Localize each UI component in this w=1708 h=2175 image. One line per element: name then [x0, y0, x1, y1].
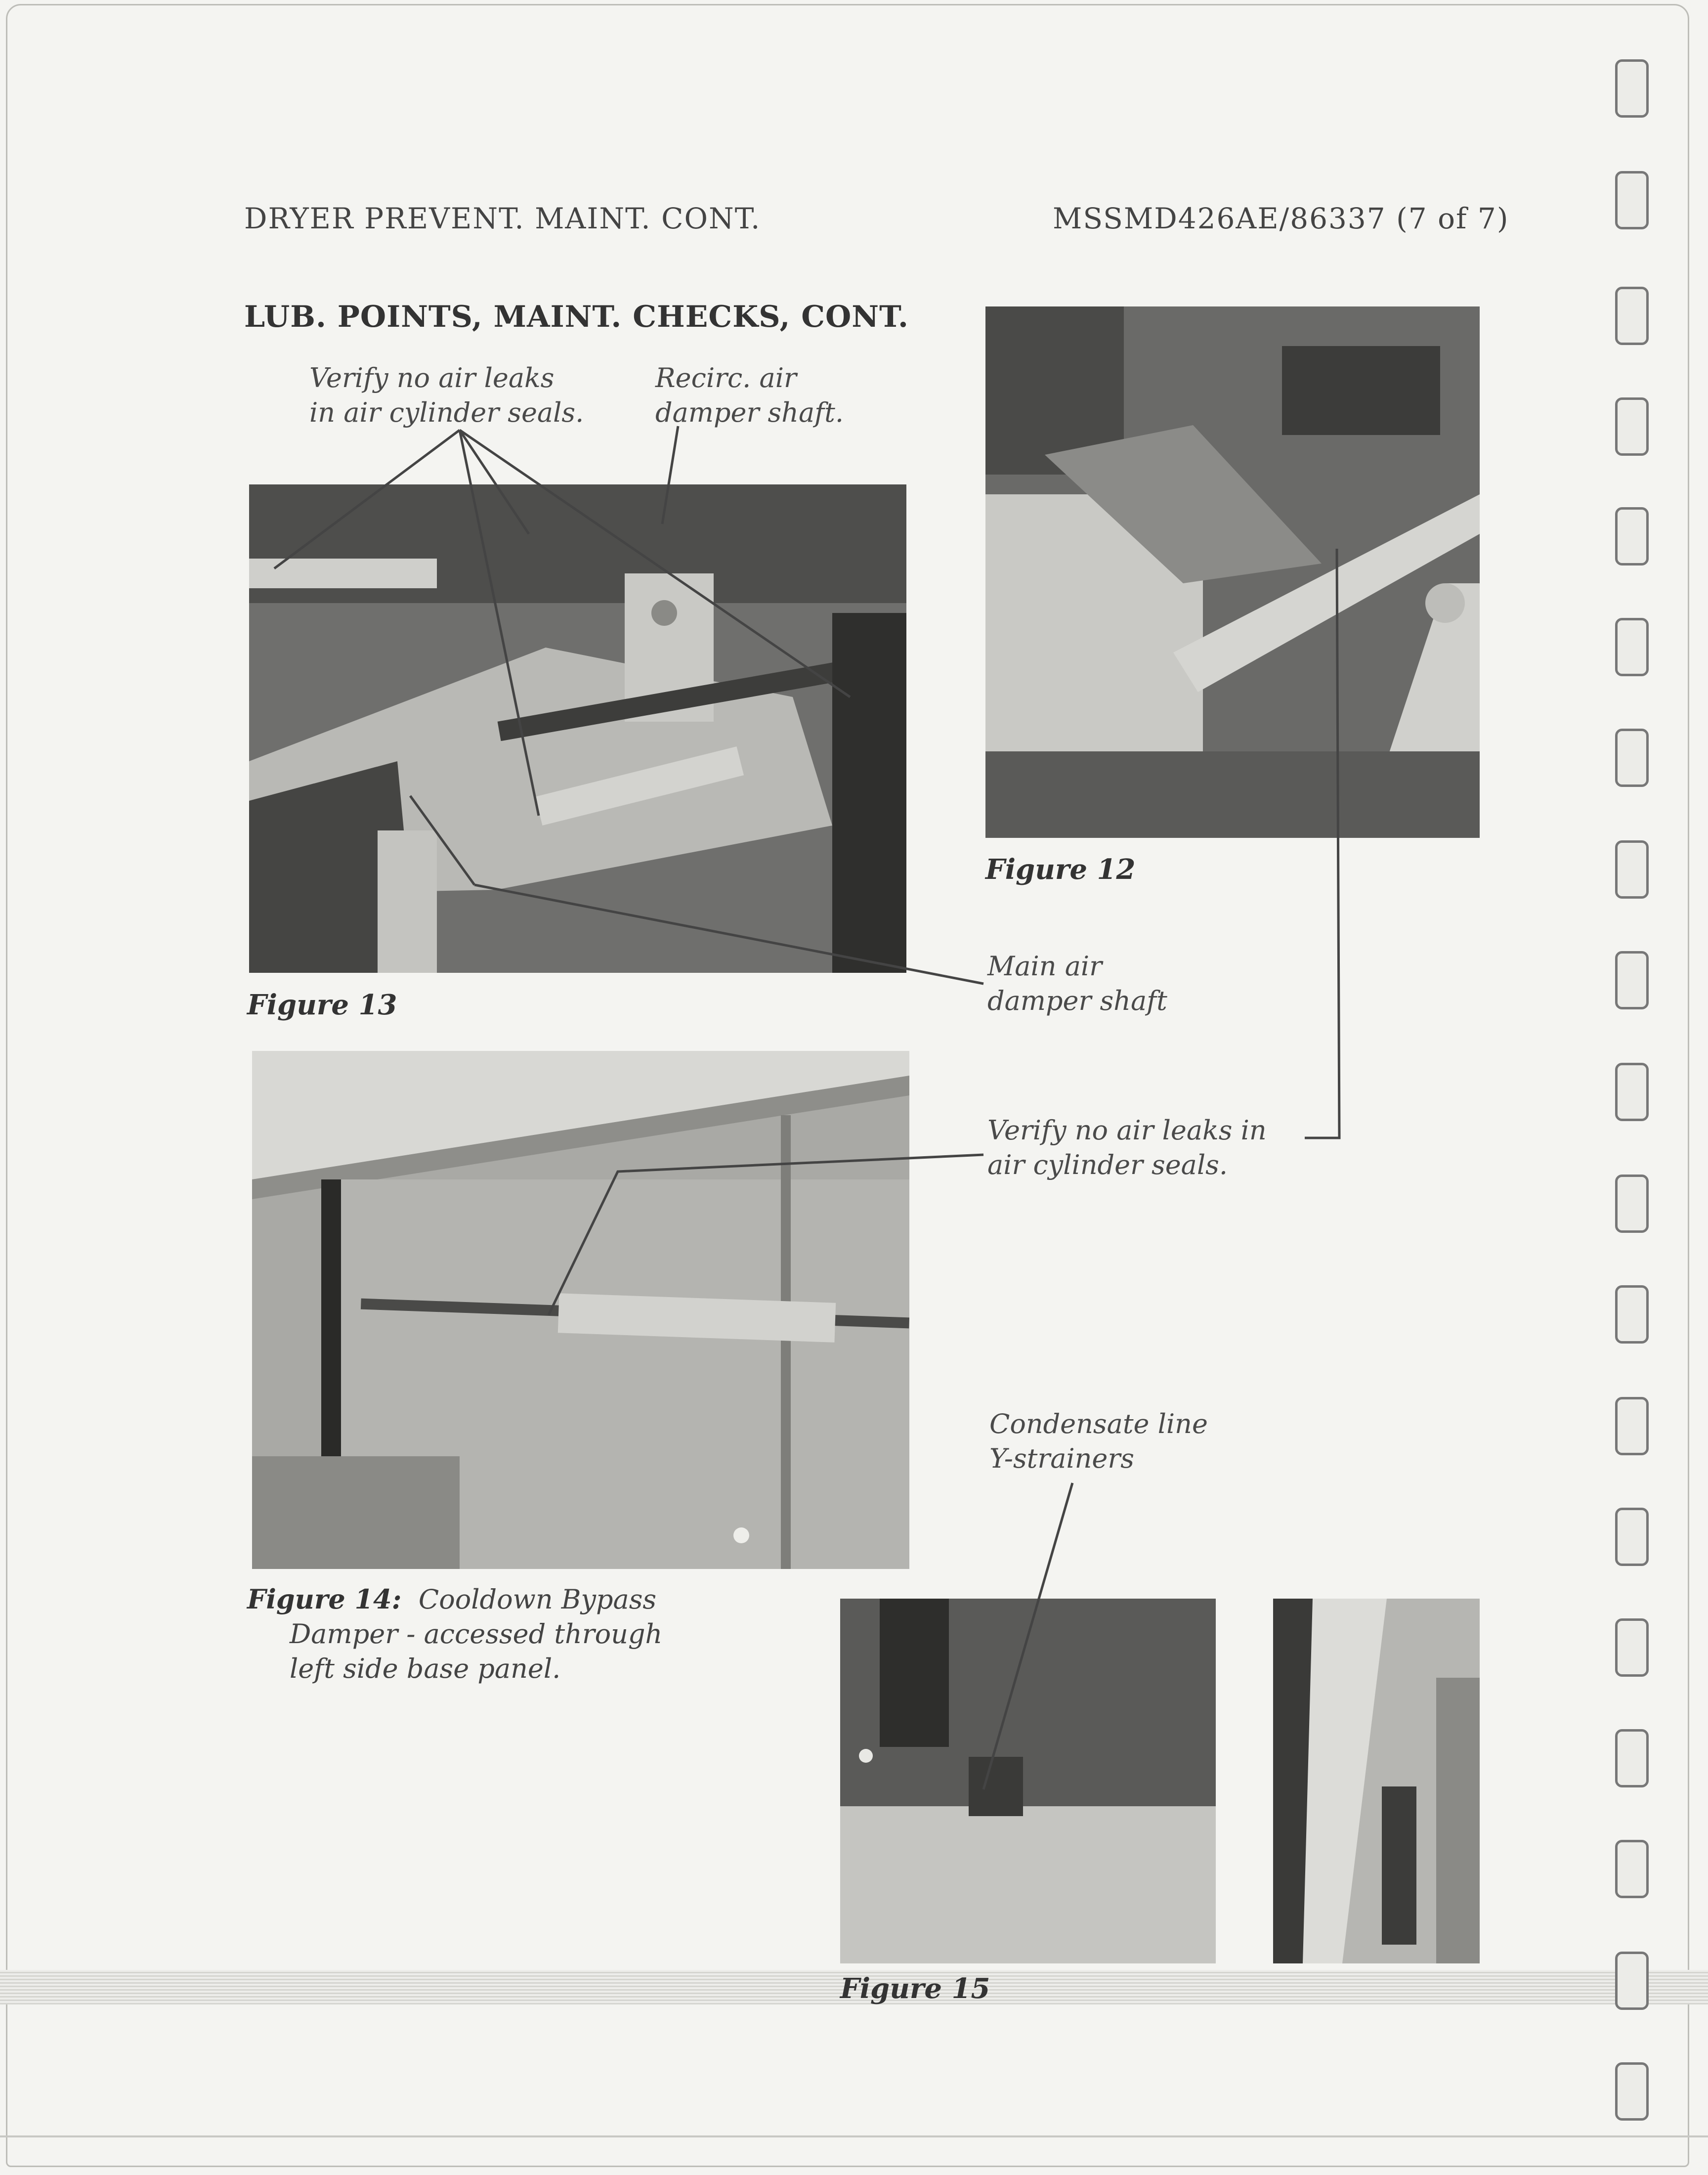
- figure14-caption: [247, 1582, 840, 1686]
- fig13-callout-recirc-line1: Recirc. air: [655, 362, 797, 393]
- figure14-caption-line3: left side base panel.: [290, 1653, 561, 1684]
- binder-hole: [1615, 287, 1649, 345]
- verify-no-leaks-line1: Verify no air leaks in: [987, 1115, 1267, 1146]
- figure14-caption-line2: Damper - accessed through: [290, 1618, 663, 1650]
- binder-hole: [1615, 1952, 1649, 2010]
- binder-hole: [1615, 729, 1649, 787]
- figure12-label: Figure 12: [985, 853, 1136, 886]
- fig13-callout-air-leaks: [309, 361, 584, 430]
- binder-hole: [1615, 397, 1649, 456]
- binder-hole: [1615, 1729, 1649, 1787]
- document-code: MSSMD426AE/86337 (7 of 7): [1053, 202, 1509, 235]
- binder-hole: [1615, 507, 1649, 566]
- condensate-line1: Condensate line: [989, 1408, 1208, 1439]
- binder-hole: [1615, 171, 1649, 229]
- binder-hole: [1615, 1508, 1649, 1566]
- binder-hole: [1615, 2062, 1649, 2121]
- figure13-photo: [249, 484, 906, 973]
- binder-hole: [1615, 1174, 1649, 1233]
- binder-hole: [1615, 1618, 1649, 1677]
- figure14-caption-line1: Cooldown Bypass: [418, 1584, 657, 1615]
- fig13-callout-recirc-line2: damper shaft.: [655, 397, 844, 428]
- main-air-damper-line1: Main air: [987, 951, 1102, 982]
- document-header-title: DRYER PREVENT. MAINT. CONT.: [244, 202, 761, 235]
- binder-hole: [1615, 1285, 1649, 1344]
- verify-no-leaks-callout: [987, 1113, 1267, 1182]
- figure14-photo: [252, 1051, 909, 1569]
- figure14-label: Figure 14:: [247, 1583, 402, 1615]
- figure13-label: Figure 13: [247, 989, 397, 1021]
- binder-hole: [1615, 618, 1649, 676]
- binder-hole: [1615, 1397, 1649, 1455]
- section-title: LUB. POINTS, MAINT. CHECKS, CONT.: [244, 300, 909, 334]
- binder-hole: [1615, 1840, 1649, 1898]
- figure12-photo: [985, 306, 1480, 838]
- binder-hole: [1615, 1063, 1649, 1121]
- main-air-damper-line2: damper shaft: [987, 985, 1167, 1016]
- binder-hole: [1615, 951, 1649, 1009]
- fig13-callout-recirc: [655, 361, 844, 430]
- scan-line: [0, 2135, 1708, 2137]
- figure15-label: Figure 15: [840, 1972, 990, 2005]
- main-air-damper-callout: [987, 949, 1167, 1018]
- condensate-line2: Y-strainers: [989, 1443, 1134, 1474]
- figure15-photo-left: [840, 1599, 1216, 1963]
- fig13-callout-air-leaks-line2: in air cylinder seals.: [309, 397, 584, 428]
- condensate-callout: [989, 1407, 1208, 1476]
- figure15-photo-right: [1273, 1599, 1480, 1963]
- verify-no-leaks-line2: air cylinder seals.: [987, 1149, 1228, 1180]
- binder-hole: [1615, 59, 1649, 118]
- binder-hole: [1615, 840, 1649, 899]
- fig13-callout-air-leaks-line1: Verify no air leaks: [309, 362, 555, 393]
